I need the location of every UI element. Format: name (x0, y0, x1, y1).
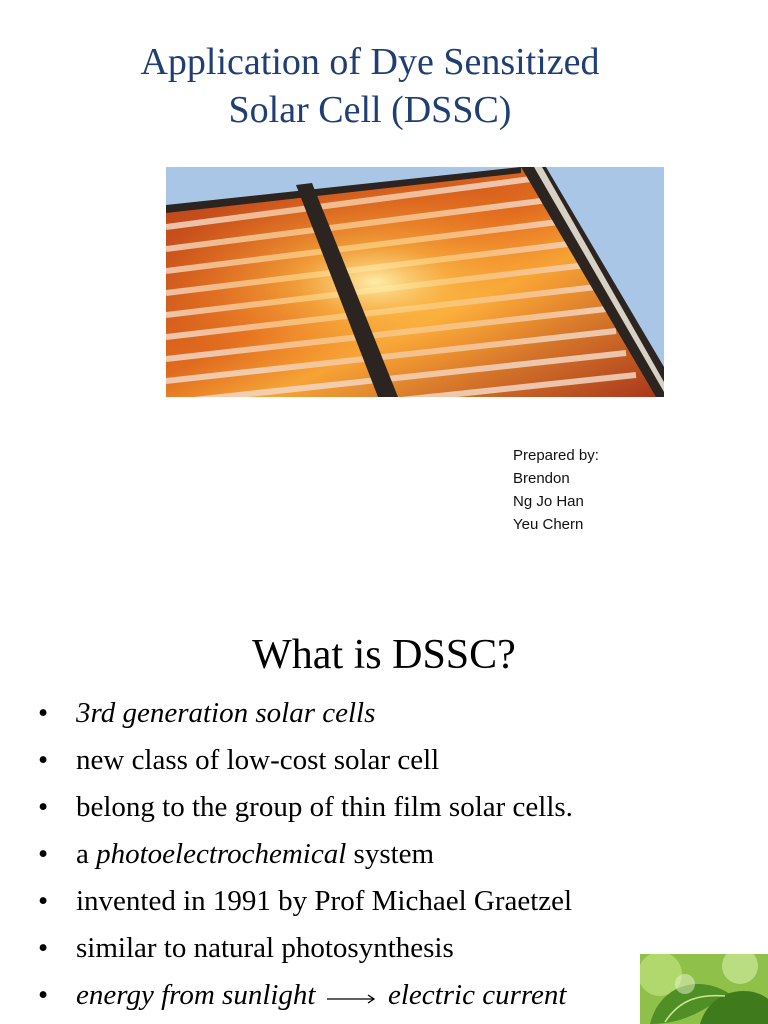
bullet-item (38, 690, 678, 737)
arrow-right-icon (327, 990, 377, 1004)
author-name: Yeu Chern (513, 516, 584, 533)
prepared-by-label: Prepared by: (513, 447, 599, 464)
prepared-by-block (513, 444, 599, 536)
bullet-text-italic: photoelectrochemical (96, 838, 347, 870)
bullet-item (38, 737, 678, 784)
bullet-text: system (346, 838, 435, 870)
bullet-list (38, 690, 678, 1019)
author-name: Ng Jo Han (513, 493, 584, 510)
bullet-item (38, 831, 678, 878)
bullet-text: new class of low-cost solar cell (76, 744, 440, 776)
bullet-text: energy from sunlight (76, 979, 316, 1011)
bullet-text: 3rd generation solar cells (76, 697, 376, 729)
bullet-item (38, 878, 678, 925)
bullet-item (38, 972, 678, 1019)
bullet-item (38, 925, 678, 972)
bullet-text: similar to natural photosynthesis (76, 932, 454, 964)
bullet-text: belong to the group of thin film solar cells. (76, 791, 573, 823)
leaf-decoration-image (640, 954, 768, 1024)
title-line-2: Solar Cell (DSSC) (228, 89, 512, 131)
slide-title-heading (0, 38, 740, 134)
bullet-item (38, 784, 678, 831)
bullet-text: invented in 1991 by Prof Michael Graetzel (76, 885, 573, 917)
author-name: Brendon (513, 470, 570, 487)
bullet-text: electric current (388, 979, 567, 1011)
slide-heading: What is DSSC? (252, 632, 516, 678)
bullet-text: a (76, 838, 97, 870)
slide-what-is-dssc (0, 580, 768, 1024)
dssc-panel-photo (166, 167, 664, 397)
title-line-1: Application of Dye Sensitized (140, 41, 600, 83)
